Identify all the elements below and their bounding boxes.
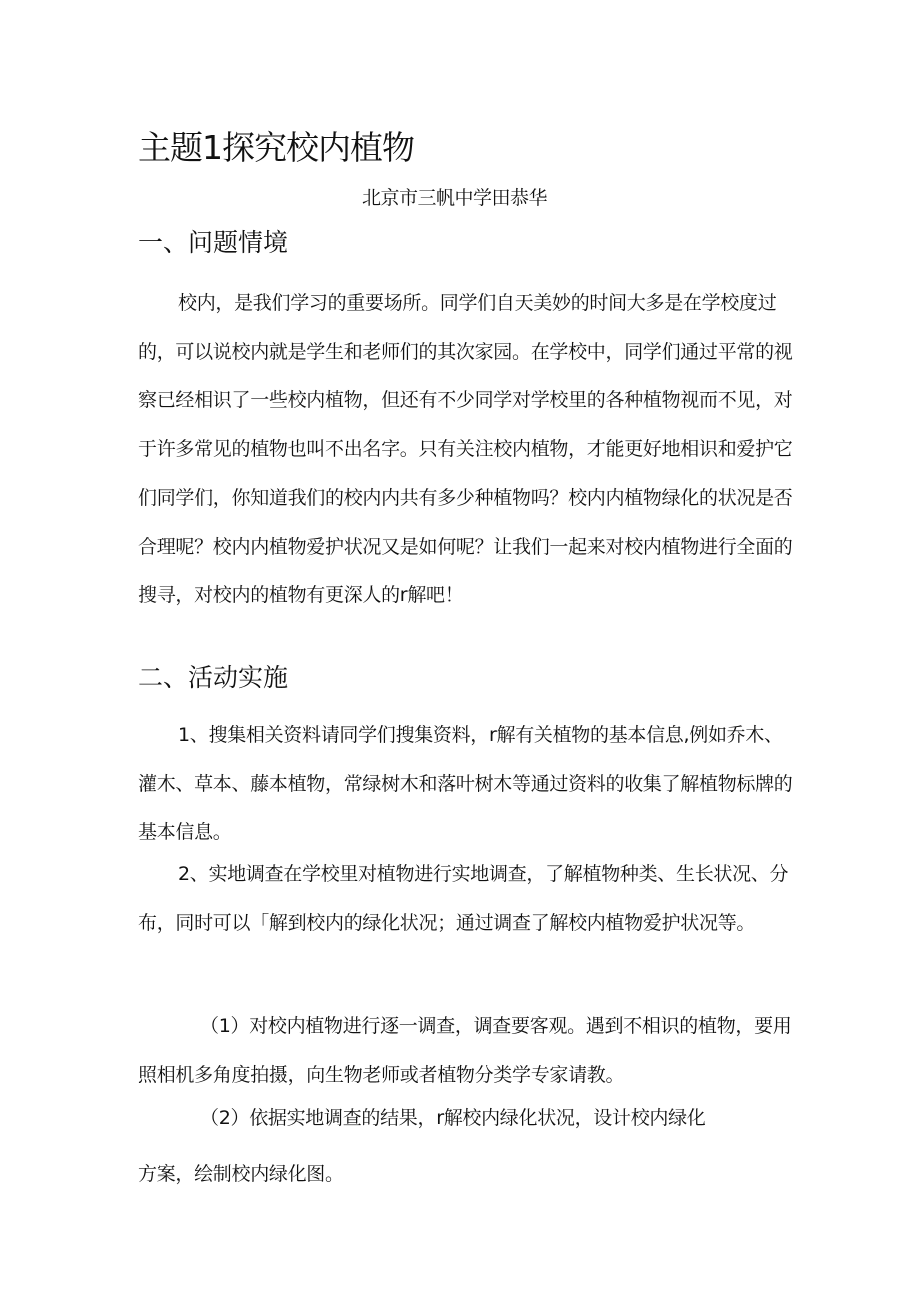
substep-1-paragraph: （1）对校内植物进行逐一调查，调查要客观。遇到不相识的植物，要用照相机多角度拍摄，向生物老师或者植物分类学专家请教。: [138, 1015, 792, 1086]
step-1-paragraph: 1、搜集相关资料请同学们搜集资料，r解有关植物的基本信息,例如乔木、灌木、草本、藤本植物，常绿树木和落叶树木等通过资料的收集了解植物标牌的基本信息。: [138, 724, 793, 843]
document-title: 主题1探究校内植物: [138, 128, 414, 167]
section-heading-problem-context: 一、问题情境: [138, 228, 289, 257]
substep-2-paragraph-line-1: （2）依据实地调查的结果，r解校内绿化状况，设计校内绿化: [200, 1107, 706, 1129]
substep-2-paragraph-line-2: 方案，绘制校内绿化图。: [138, 1163, 344, 1185]
section-heading-activity: 二、活动实施: [138, 663, 289, 692]
step-2-paragraph: 2、实地调查在学校里对植物进行实地调查，了解植物种类、生长状况、分布，同时可以「解到校内的绿化状况；通过调查了解校内植物爱护状况等。: [138, 863, 789, 934]
author-line: 北京市三帆中学田恭华: [362, 187, 548, 209]
intro-paragraph: 校内，是我们学习的重要场所。同学们自天美妙的时间大多是在学校度过的，可以说校内就是学生和老师们的其次家园。在学校中，同学们通过平常的视察已经相识了一些校内植物，但还有不少同学对学校里的各种植物视而不见，对于许多常见的植物也叫不出名字。只有关注校内植物，才能更好地相识和爱护它们同学们，你知道我们的校内内共有多少种植物吗？校内内植物绿化的状况是否合理呢？校内内植物爱护状况又是如何呢？让我们一起来对校内植物进行全面的搜寻，对校内的植物有更深人的r解吧！: [138, 292, 793, 607]
